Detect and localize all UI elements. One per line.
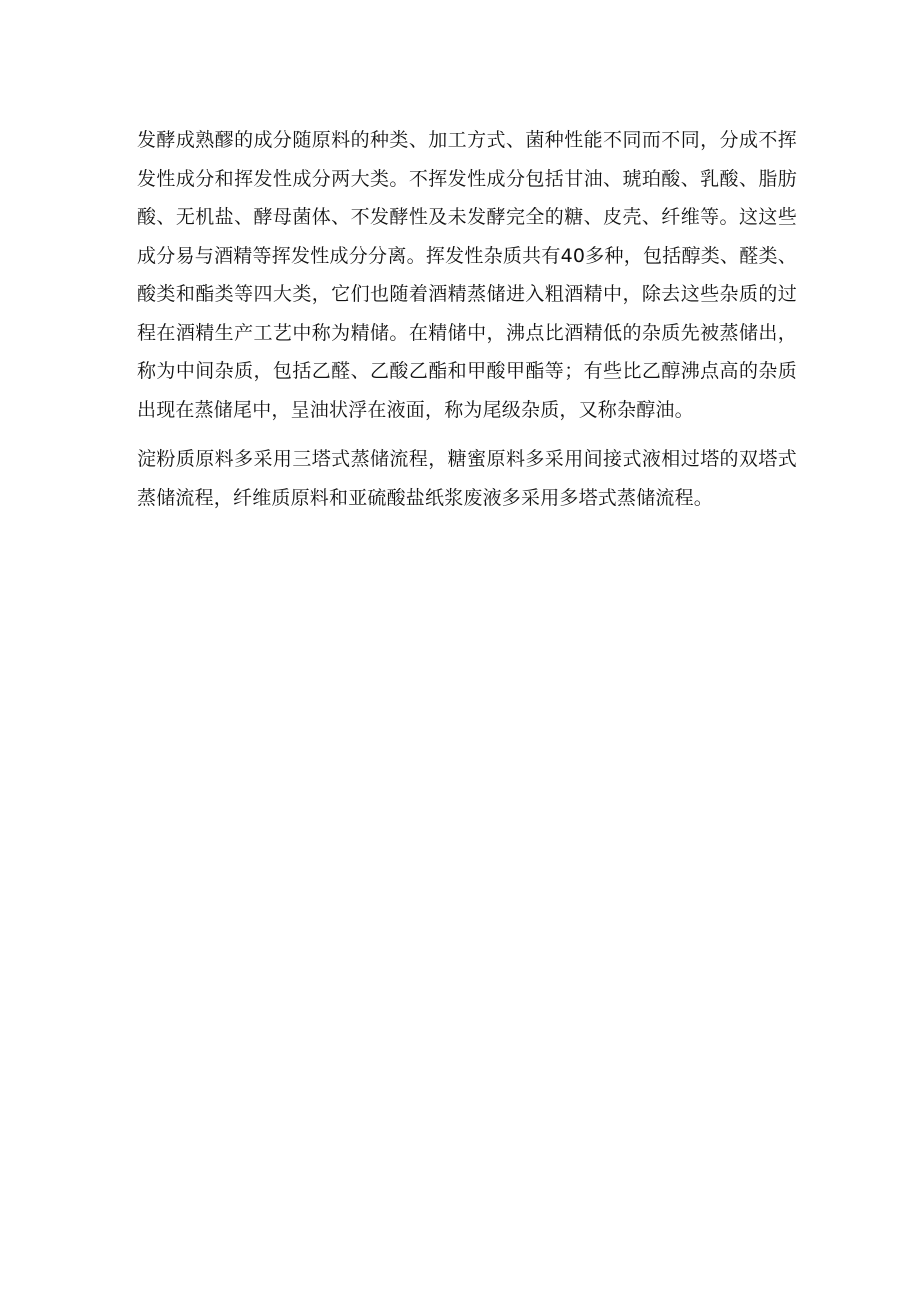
- paragraph-distillation-processes: 淀粉质原料多采用三塔式蒸储流程，糖蜜原料多采用间接式液相过塔的双塔式蒸储流程，纤维质原料和亚硫酸盐纸浆废液多采用多塔式蒸储流程。: [137, 448, 797, 509]
- document-body: [137, 121, 797, 517]
- paragraph-impurities: 发酵成熟醪的成分随原料的种类、加工方式、菌种性能不同而不同，分成不挥发性成分和挥发性成分两大类。不挥发性成分包括甘油、琥珀酸、乳酸、脂肪酸、无机盐、酵母菌体、不发酵性及未发酵完全的糖、皮壳、纤维等。这这些成分易与酒精等挥发性成分分离。挥发性杂质共有40多种，包括醇类、醛类、酸类和酯类等四大类，它们也随着酒精蒸储进入粗酒精中，除去这些杂质的过程在酒精生产工艺中称为精储。在精储中，沸点比酒精低的杂质先被蒸储出，称为中间杂质，包括乙醛、乙酸乙酯和甲酸甲酯等；有些比乙醇沸点高的杂质出现在蒸储尾中，呈油状浮在液面，称为尾级杂质，又称杂醇油。: [137, 129, 797, 421]
